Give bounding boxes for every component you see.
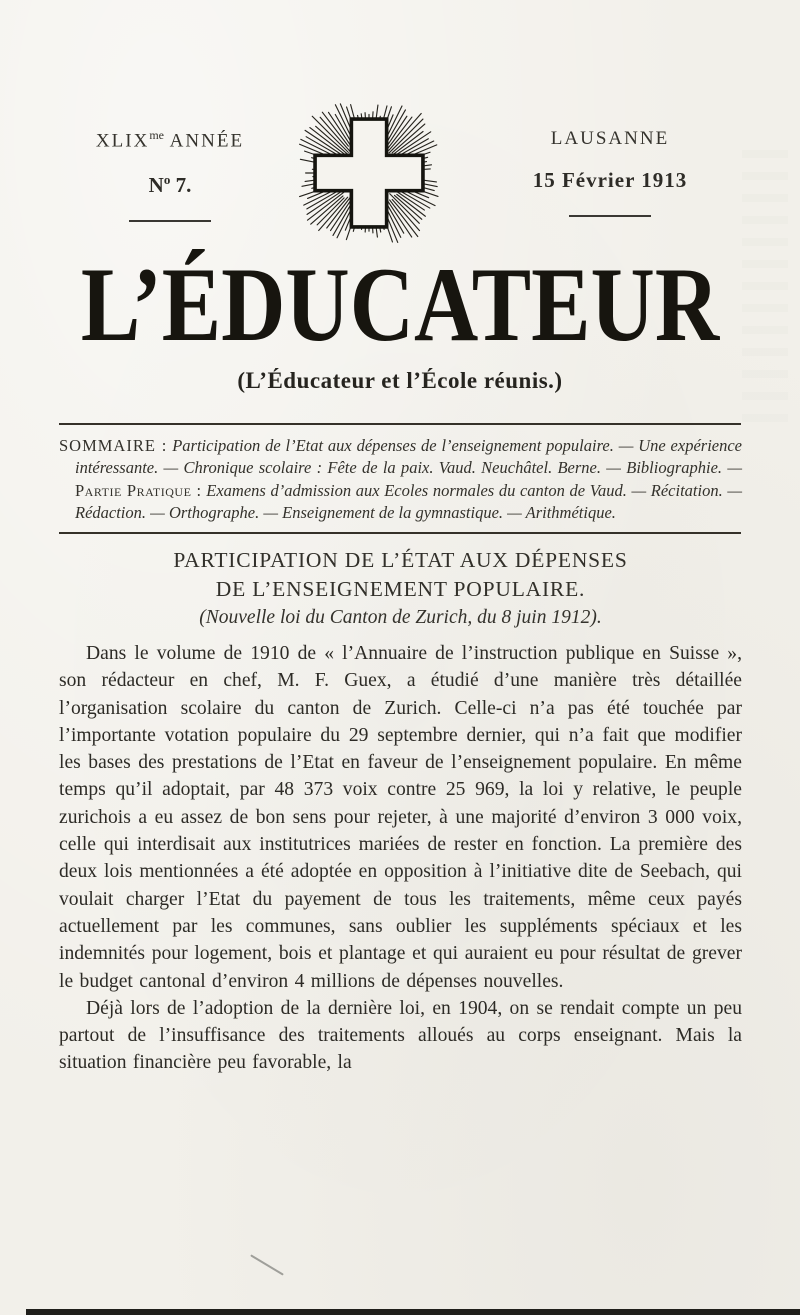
pen-mark-artifact: [250, 1254, 284, 1275]
article-subheading: (Nouvelle loi du Canton de Zurich, du 8 juin 1912).: [199, 607, 602, 628]
article-paragraph: Déjà lors de l’adoption de la dernière loi, en 1904, on se rendait compte un peu partout de l’insuffisance des traitements alloués au corps enseignant. Mais la situation financière peu favorable, la: [59, 997, 742, 1074]
separator-rule-top: [59, 423, 741, 425]
page-show-through-artifact: [742, 150, 788, 430]
issue-sup: o: [163, 172, 171, 188]
journal-subtitle: (L’Éducateur et l’École réunis.): [237, 368, 563, 393]
masthead-issue-number: [58, 172, 282, 198]
sommaire-label: SOMMAIRE :: [59, 436, 168, 455]
sommaire-block: [59, 435, 742, 525]
article-heading-line2: DE L’ENSEIGNEMENT POPULAIRE.: [215, 577, 586, 601]
masthead-left: [58, 128, 282, 222]
masthead-city: LAUSANNE: [550, 128, 670, 149]
masthead-left-rule: [129, 220, 211, 222]
volume-rest: ANNÉE: [163, 130, 245, 152]
separator-rule-bottom: [59, 532, 741, 534]
swiss-cross-sunburst-icon: [286, 90, 452, 256]
issue-main: N: [148, 173, 164, 198]
masthead-volume: [58, 128, 282, 152]
volume-main: XLIX: [95, 130, 150, 152]
sommaire-partie-pratique-label: Partie Pratique :: [75, 480, 202, 500]
article: [59, 546, 742, 1077]
article-paragraph: Dans le volume de 1910 de « l’Annuaire de l’instruction publique en Suisse », son rédacteur en chef, M. F. Guex, a étudié d’une manière très détaillée l’organisation scolaire du canton de Zurich. Celle-ci n’a pas été touchée par l’importante votation populaire du 29 septembre dernier, qui n’a fait que modifier les bases des prestations de l’Etat en faveur de l’enseignement populaire. En même temps qu’il adoptait, par 48 373 voix contre 25 969, la loi y relative, le peuple zurichois a eu assez de bon sens pour rejeter, à une majorité d’environ 3 000 voix, celle qui interdisait aux institutrices mariées de rester en fonction. La première des deux lois mentionnées a été adoptée en opposition à l’initiative dite de Seebach, qui voulait charger l’Etat du payement de tous les traitements, même ceux payés actuellement par les communes, sans oublier les suppléments spéciaux et les indemnités pour logement, bois et plantage et qui auraient eu pour résultat de grever le budget cantonal d’environ 4 millions de dépenses nouvelles.: [59, 643, 742, 992]
article-heading: [59, 546, 742, 604]
article-body: [59, 640, 742, 1077]
volume-sup: me: [149, 128, 164, 142]
scan-edge-bar-artifact: [26, 1309, 800, 1315]
journal-title: L’ÉDUCATEUR: [80, 246, 720, 363]
sommaire-items-2: Examens d’admission aux Ecoles normales du canton de Vaud. — Récitation. — Rédaction. — Orthographe. — Enseignement de la gymnastique. — Arithmétique.: [75, 480, 743, 523]
issue-rest: 7.: [170, 173, 192, 198]
article-heading-line1: PARTICIPATION DE L’ÉTAT AUX DÉPENSES: [173, 548, 628, 572]
sommaire-items-1: Participation de l’Etat aux dépenses de l’enseignement populaire. — Une expérience intéressante. — Chronique scolaire : Fête de la paix. Vaud. Neuchâtel. Berne. — Bibliographie. —: [75, 436, 743, 478]
masthead-date: 15 Février 1913: [532, 168, 688, 192]
masthead-right: [488, 128, 732, 217]
masthead-right-rule: [569, 215, 651, 217]
